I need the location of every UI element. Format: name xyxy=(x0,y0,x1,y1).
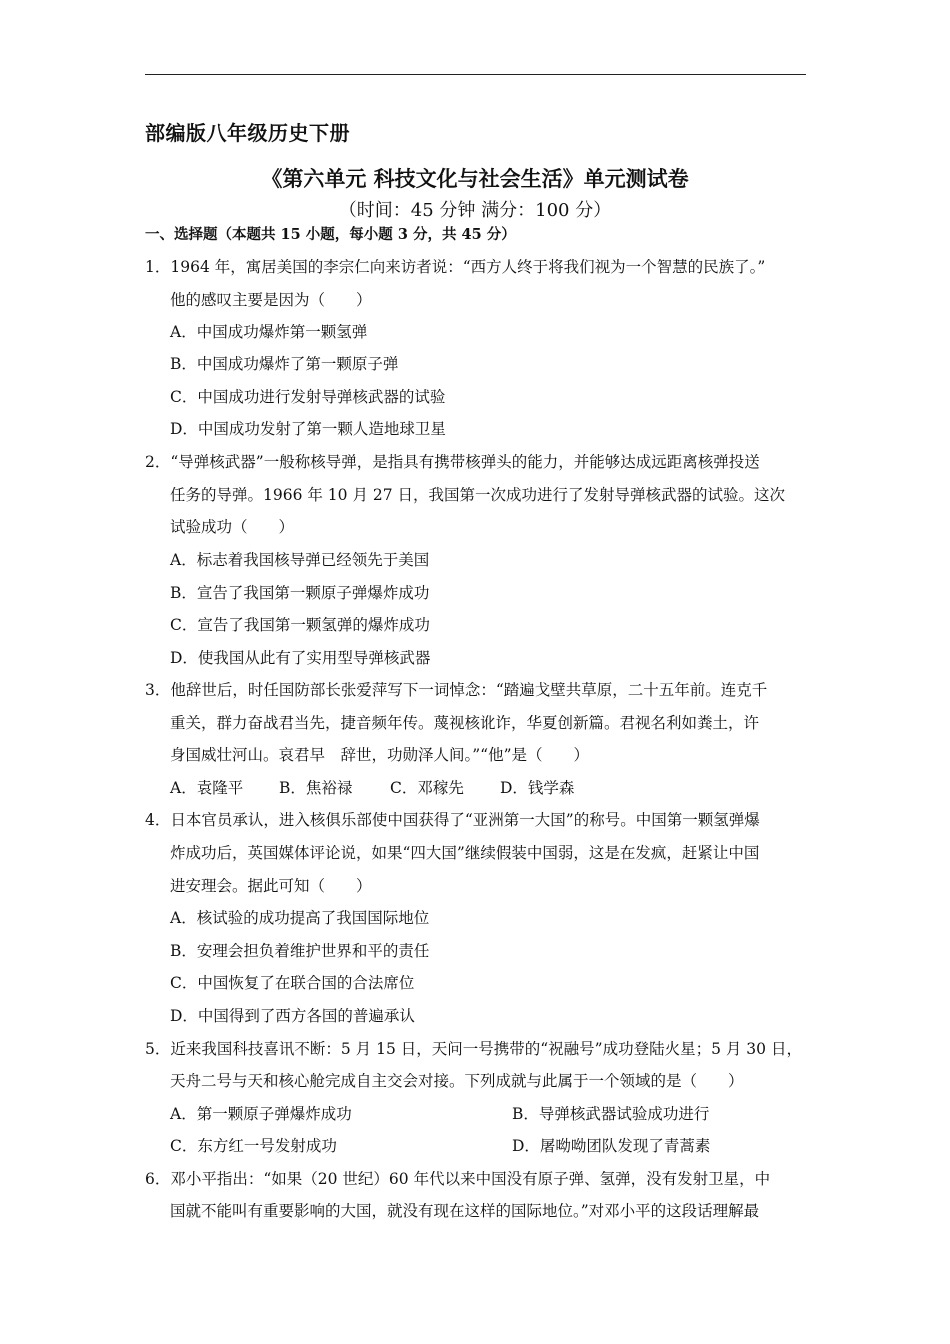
question-4-option-a: A．核试验的成功提高了我国国际地位 xyxy=(170,909,430,927)
question-3-option-d: D．钱学森 xyxy=(500,779,575,797)
question-2-option-a: A．标志着我国核导弹已经领先于美国 xyxy=(170,551,430,569)
question-2-line-2: 任务的导弹。1966 年 10 月 27 日，我国第一次成功进行了发射导弹核武器的试验。这次 xyxy=(170,486,786,504)
question-5-option-a: A．第一颗原子弹爆炸成功 xyxy=(170,1105,352,1123)
question-1-option-d: D．中国成功发射了第一颗人造地球卫星 xyxy=(170,420,446,438)
question-5-line-2: 天舟二号与天和核心舱完成自主交会对接。下列成就与此属于一个领域的是（ ） xyxy=(170,1072,744,1090)
question-3-option-a: A．袁隆平 xyxy=(170,779,244,797)
question-3-line-3: 身国威壮河山。哀君早 辞世，功勋泽人间。”“他”是（ ） xyxy=(170,746,590,764)
question-3-option-b: B．焦裕禄 xyxy=(279,779,353,797)
question-4-option-b: B．安理会担负着维护世界和平的责任 xyxy=(170,942,430,960)
question-2-option-d: D．使我国从此有了实用型导弹核武器 xyxy=(170,649,431,667)
question-4-line-2: 炸成功后，英国媒体评论说，如果“四大国”继续假装中国弱，这是在发疯，赶紧让中国 xyxy=(170,844,760,862)
question-5-line-1: 5．近来我国科技喜讯不断：5 月 15 日，天问一号携带的“祝融号”成功登陆火星；5 月 30 日， xyxy=(145,1040,802,1058)
section-heading: 一、选择题（本题共 15 小题，每小题 3 分，共 45 分） xyxy=(145,226,516,243)
question-3-line-2: 重关，群力奋战君当先，捷音频年传。蔑视核讹诈，华夏创新篇。君视名利如粪土，许 xyxy=(170,714,760,732)
book-header: 部编版八年级历史下册 xyxy=(145,121,350,145)
question-5-option-c: C．东方红一号发射成功 xyxy=(170,1137,337,1155)
top-rule xyxy=(145,74,806,75)
question-1-line-2: 他的感叹主要是因为（ ） xyxy=(170,291,372,309)
question-3-line-1: 3．他辞世后，时任国防部长张爱萍写下一词悼念：“踏遍戈壁共草原，二十五年前。连克千 xyxy=(145,681,768,699)
question-4-line-3: 进安理会。据此可知（ ） xyxy=(170,877,372,895)
question-2-line-3: 试验成功（ ） xyxy=(170,518,295,536)
page-title: 《第六单元 科技文化与社会生活》单元测试卷 xyxy=(261,166,689,191)
page-subtitle: （时间：45 分钟 满分：100 分） xyxy=(338,200,612,221)
question-4-option-d: D．中国得到了西方各国的普遍承认 xyxy=(170,1007,415,1025)
question-4-option-c: C．中国恢复了在联合国的合法席位 xyxy=(170,974,415,992)
question-4-line-1: 4．日本官员承认，进入核俱乐部使中国获得了“亚洲第一大国”的称号。中国第一颗氢弹爆 xyxy=(145,811,760,829)
question-5-option-d: D．屠呦呦团队发现了青蒿素 xyxy=(512,1137,711,1155)
question-1-option-a: A．中国成功爆炸第一颗氢弹 xyxy=(170,323,368,341)
question-6-line-2: 国就不能叫有重要影响的大国，就没有现在这样的国际地位。”对邓小平的这段话理解最 xyxy=(170,1202,760,1220)
question-2-option-b: B．宣告了我国第一颗原子弹爆炸成功 xyxy=(170,584,430,602)
question-1-line-1: 1．1964 年，寓居美国的李宗仁向来访者说：“西方人终于将我们视为一个智慧的民族了。” xyxy=(145,258,766,276)
question-2-line-1: 2．“导弹核武器”一般称核导弹，是指具有携带核弹头的能力，并能够达成远距离核弹投送 xyxy=(145,453,760,471)
question-6-line-1: 6．邓小平指出：“如果（20 世纪）60 年代以来中国没有原子弹、氢弹，没有发射卫星，中 xyxy=(145,1170,771,1188)
question-1-option-c: C．中国成功进行发射导弹核武器的试验 xyxy=(170,388,446,406)
question-2-option-c: C．宣告了我国第一颗氢弹的爆炸成功 xyxy=(170,616,430,634)
question-5-option-b: B．导弹核武器试验成功进行 xyxy=(512,1105,710,1123)
question-1-option-b: B．中国成功爆炸了第一颗原子弹 xyxy=(170,355,399,373)
question-3-option-c: C．邓稼先 xyxy=(390,779,464,797)
